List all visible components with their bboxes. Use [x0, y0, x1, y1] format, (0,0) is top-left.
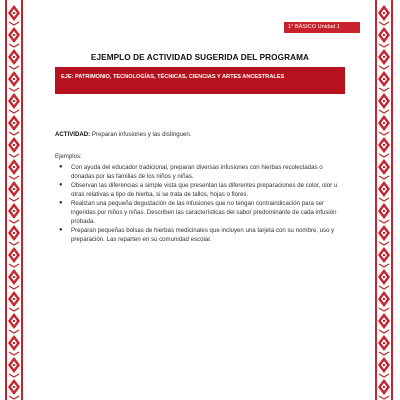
example-text: Preparan pequeñas bolsas de hierbas medicinales que incluyen una tarjeta con su nombre, uso y preparación. Las reparten en su comunidad escolar. — [71, 227, 335, 243]
border-motif — [13, 144, 15, 146]
border-motif — [379, 110, 389, 113]
example-text: Observan las diferencias a simple vista que presentan las diferentes preparaciones de color, olor u otras relativas a tipo de hierba, si se trata de tallos, hojas o flores. — [71, 182, 338, 198]
border-motif — [13, 276, 15, 278]
border-motif — [13, 232, 15, 234]
border-motif — [9, 396, 19, 399]
border-motif — [379, 44, 389, 47]
border-motif — [13, 122, 15, 124]
border-motif — [379, 396, 389, 399]
border-motif — [383, 144, 385, 146]
border-motif — [9, 220, 19, 223]
border-motif — [13, 364, 15, 366]
bullet-icon: ● — [59, 182, 63, 188]
border-motif — [9, 286, 19, 289]
border-motif — [383, 100, 385, 102]
border-motif — [9, 308, 19, 311]
border-motif — [13, 34, 15, 36]
border-motif — [9, 66, 19, 69]
border-motif — [379, 132, 389, 135]
example-text: Realizan una pequeña degustación de las infusiones que no tengan contraindicación para ser ingeridas por niños y niñas. Describen las características del sabor predominante de cada infusión probada. — [71, 200, 337, 225]
border-motif — [379, 374, 389, 377]
border-motif — [383, 210, 385, 212]
activity-content — [55, 130, 345, 244]
border-motif — [9, 264, 19, 267]
border-motif — [383, 364, 385, 366]
border-motif — [383, 342, 385, 344]
border-motif — [13, 78, 15, 80]
border-motif — [383, 78, 385, 80]
border-motif — [9, 198, 19, 201]
border-motif — [379, 154, 389, 157]
bullet-icon: ● — [59, 200, 63, 206]
border-motif — [9, 352, 19, 355]
border-motif — [13, 210, 15, 212]
border-motif — [13, 100, 15, 102]
border-motif — [9, 374, 19, 377]
examples-label: Ejemplos: — [55, 153, 82, 160]
border-motif — [383, 232, 385, 234]
list-item — [55, 181, 345, 199]
border-motif — [9, 88, 19, 91]
border-motif — [379, 352, 389, 355]
border-motif — [383, 386, 385, 388]
border-motif — [9, 242, 19, 245]
border-motif — [9, 110, 19, 113]
border-motif — [379, 308, 389, 311]
border-motif — [383, 122, 385, 124]
example-text: Con ayuda del educador tradicional, preparan diversas infusiones con hierbas recolectadas o donadas por las familias de los niños y niñas. — [71, 164, 323, 180]
border-motif — [13, 320, 15, 322]
border-motif — [13, 298, 15, 300]
border-motif — [13, 188, 15, 190]
border-motif — [13, 166, 15, 168]
examples-list — [55, 163, 345, 244]
unit-tab: 1° BÁSICO Unidad 1 — [284, 22, 360, 33]
activity-label: ACTIVIDAD: — [55, 131, 91, 138]
border-motif — [9, 44, 19, 47]
border-motif — [383, 320, 385, 322]
border-motif — [9, 132, 19, 135]
border-motif — [379, 220, 389, 223]
border-motif — [383, 276, 385, 278]
border-motif — [379, 176, 389, 179]
border-motif — [9, 154, 19, 157]
page-title: EJEMPLO DE ACTIVIDAD SUGERIDA DEL PROGRAMA — [90, 53, 310, 62]
border-motif — [13, 254, 15, 256]
border-motif — [9, 176, 19, 179]
eje-banner: EJE: PATRIMONIO, TECNOLOGÍAS, TÉCNICAS, CIENCIAS Y ARTES ANCESTRALES — [55, 67, 345, 94]
border-motif — [379, 264, 389, 267]
border-motif — [379, 242, 389, 245]
border-motif — [379, 330, 389, 333]
border-motif — [383, 298, 385, 300]
bullet-icon: ● — [59, 164, 63, 170]
border-motif — [9, 330, 19, 333]
bullet-icon: ● — [59, 227, 63, 233]
border-motif — [383, 188, 385, 190]
border-motif — [379, 198, 389, 201]
border-motif — [13, 12, 15, 14]
border-motif — [379, 286, 389, 289]
border-motif — [379, 22, 389, 25]
border-motif — [383, 34, 385, 36]
list-item — [55, 163, 345, 181]
border-motif — [9, 22, 19, 25]
border-motif — [13, 342, 15, 344]
border-motif — [379, 66, 389, 69]
border-motif — [13, 386, 15, 388]
activity-text: Preparan infusiones y las distinguen. — [90, 131, 192, 138]
border-motif — [383, 254, 385, 256]
border-motif — [383, 166, 385, 168]
activity-line — [55, 130, 345, 139]
border-motif — [379, 88, 389, 91]
list-item — [55, 226, 345, 244]
border-motif — [383, 12, 385, 14]
list-item — [55, 199, 345, 226]
